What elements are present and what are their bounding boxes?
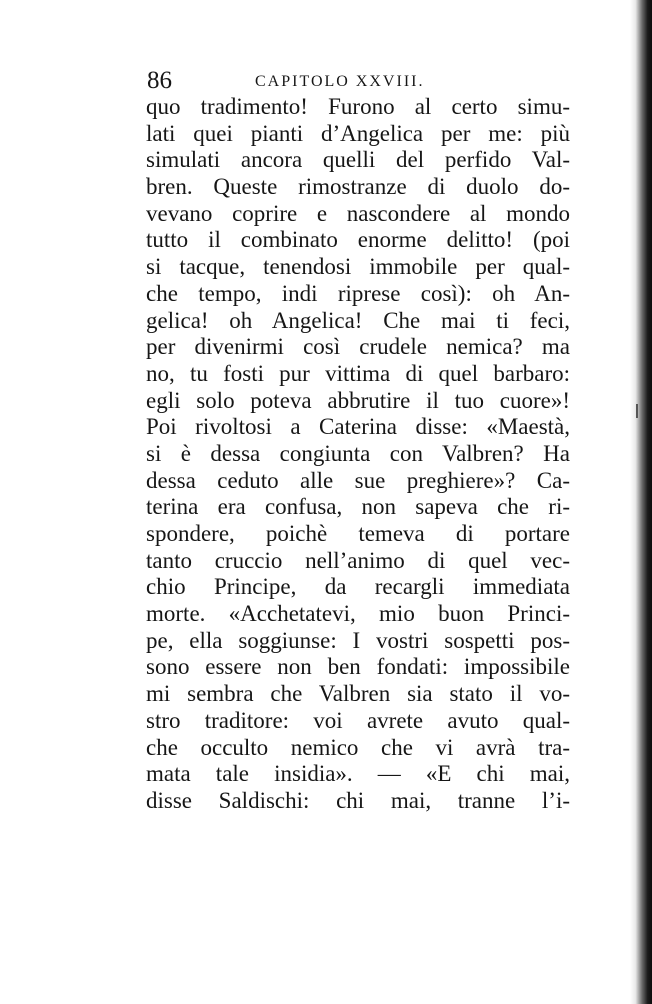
edge-mark [636, 404, 638, 418]
text-line: dessa ceduto alle sue preghiere»? Ca- [146, 467, 570, 493]
text-line: tanto cruccio nell’animo di quel vec- [146, 547, 570, 573]
text-line: che occulto nemico che vi avrà tra- [146, 734, 570, 760]
running-head [147, 66, 567, 96]
text-line: stro traditore: voi avrete avuto qual- [146, 707, 570, 733]
text-line: mata tale insidia». — «E chi mai, [146, 761, 570, 787]
text-line: morte. «Acchetatevi, mio buon Princi- [146, 601, 570, 627]
text-line: Poi rivoltosi a Caterina disse: «Maestà, [146, 414, 570, 440]
text-line: che tempo, indi riprese così): oh An- [146, 280, 570, 306]
text-line: bren. Queste rimostranze di duolo do- [146, 174, 570, 200]
text-line: disse Saldischi: chi mai, tranne l’i- [146, 787, 570, 813]
text-line: lati quei pianti d’Angelica per me: più [146, 120, 570, 146]
text-line: si è dessa congiunta con Valbren? Ha [146, 440, 570, 466]
text-line: terina era confusa, non sapeva che ri- [146, 494, 570, 520]
body-text [146, 94, 570, 815]
text-line: per divenirmi così crudele nemica? ma [146, 334, 570, 360]
text-line: spondere, poichè temeva di portare [146, 521, 570, 546]
text-line: sono essere non ben fondati: impossibile [146, 654, 570, 680]
chapter-title: CAPITOLO XXVIII. [255, 73, 425, 90]
text-line: mi sembra che Valbren sia stato il vo- [146, 681, 570, 707]
text-line: pe, ella soggiunse: I vostri sospetti pos- [146, 627, 570, 653]
page-number: 86 [147, 67, 172, 94]
text-line: chio Principe, da recargli immediata [146, 574, 570, 600]
text-line: si tacque, tenendosi immobile per qual- [146, 254, 570, 280]
text-line: no, tu fosti pur vittima di quel barbaro: [146, 360, 570, 386]
text-line: gelica! oh Angelica! Che mai ti feci, [146, 307, 570, 333]
binding-edge [630, 0, 652, 1004]
text-line: quo tradimento! Furono al certo simu- [146, 94, 570, 119]
text-line: vevano coprire e nascondere al mondo [146, 200, 570, 226]
text-line: tutto il combinato enorme delitto! (poi [146, 227, 570, 253]
text-line: simulati ancora quelli del perfido Val- [146, 147, 570, 173]
text-line: egli solo poteva abbrutire il tuo cuore»! [146, 387, 570, 413]
